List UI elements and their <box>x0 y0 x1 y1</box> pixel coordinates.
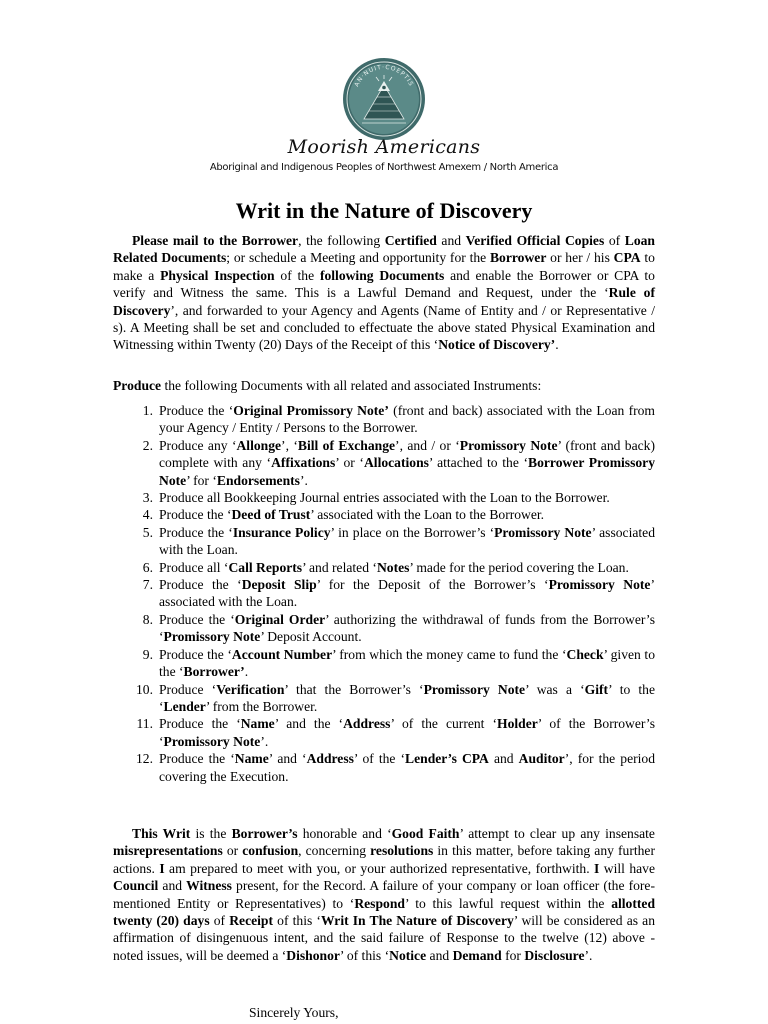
bold-text: I <box>159 860 165 876</box>
bold-text: Borrower <box>489 250 547 266</box>
bold-text: Original Promissory Note’ <box>233 403 389 418</box>
text-run: ’ attached to the ‘ <box>428 455 529 471</box>
text-run: ’ that the Borrower’s ‘ <box>284 681 424 697</box>
org-subtitle: Aboriginal and Indigenous Peoples of Northwest Amexem / North America <box>209 162 559 173</box>
text-run: Produce ‘ <box>159 681 217 697</box>
text-run: of this ‘ <box>273 913 321 929</box>
text-run: of <box>604 233 625 248</box>
bold-text: resolutions <box>370 843 434 859</box>
bold-text: Original Order <box>234 611 326 627</box>
produce-paragraph <box>113 377 655 394</box>
intro-paragraph <box>113 232 655 354</box>
bold-text: Writ In The Nature of Discovery <box>320 913 514 929</box>
text-run: in this matter, before taking any further actions. <box>113 843 655 876</box>
list-item-number: 9. <box>142 646 153 662</box>
list-item-text <box>159 525 655 557</box>
bold-text: following Documents <box>319 267 445 283</box>
list-item-text <box>159 507 544 522</box>
bold-text: Allocations <box>363 455 429 471</box>
list-item-text <box>159 751 655 783</box>
signoff: Sincerely Yours, <box>249 1005 339 1020</box>
bold-text: Notes <box>376 559 410 575</box>
bold-text: Call Reports <box>228 559 303 575</box>
text-run: of the <box>274 267 320 283</box>
text-run: . <box>555 337 559 353</box>
bold-text: Produce <box>113 378 162 393</box>
list-item-text <box>159 577 655 609</box>
list-item-number: 5. <box>142 524 153 540</box>
text-run: Produce any ‘ <box>159 437 237 453</box>
bold-text: Borrower’ <box>183 664 245 680</box>
text-run: (front and back) associated with the Loan from your Agency / Entity / Persons to the Borrower. <box>159 403 655 436</box>
bold-text: Bill of Exchange <box>297 437 396 453</box>
list-item <box>113 681 655 716</box>
bold-text: Verification <box>216 681 285 697</box>
text-run: is the <box>190 826 232 841</box>
bold-text: Promissory Note <box>548 577 651 593</box>
document-request-list <box>113 402 655 785</box>
bold-text: Please mail to the Borrower <box>132 233 299 248</box>
text-run: , the following <box>298 233 385 248</box>
list-item-text <box>159 716 655 748</box>
list-item-text <box>159 560 629 575</box>
bold-text: Rule of Discovery <box>113 285 655 318</box>
text-run: Produce the ‘ <box>159 611 235 627</box>
list-item-number: 2. <box>142 437 153 453</box>
bold-text: Loan Related Documents <box>113 233 655 266</box>
text-run: ’ made for the period covering the Loan. <box>409 559 629 575</box>
text-run: will have <box>599 860 655 876</box>
text-run: Produce the ‘ <box>159 403 234 418</box>
org-name: Moorish Americans <box>287 136 481 158</box>
bold-text: Check <box>566 646 604 662</box>
bold-text: Address <box>306 751 354 767</box>
text-run: and <box>426 947 453 963</box>
bold-text: Respond <box>354 895 405 911</box>
text-run: Produce the ‘ <box>159 716 241 732</box>
text-run: and <box>488 751 519 767</box>
text-run: ’ and the ‘ <box>274 716 344 732</box>
text-run: ; or schedule a Meeting and opportunity for the <box>226 250 490 266</box>
list-item-text <box>159 403 655 435</box>
text-run: or <box>222 843 243 859</box>
bold-text: CPA <box>613 250 641 266</box>
list-item-number: 3. <box>142 490 153 506</box>
bold-text: Account Number <box>231 646 333 662</box>
text-run: ’ of the current ‘ <box>390 716 498 732</box>
list-item <box>113 437 655 489</box>
bold-text: Borrower’s <box>231 826 298 841</box>
closing-paragraph <box>113 825 655 964</box>
list-item <box>113 576 655 611</box>
text-run: ’, for the period covering the Execution. <box>159 751 655 784</box>
list-item <box>113 524 655 559</box>
text-run: ’ from which the money came to fund the ‘ <box>332 646 567 662</box>
bold-text: Promissory Note <box>423 681 526 697</box>
bold-text: confusion <box>242 843 299 859</box>
list-item <box>113 611 655 646</box>
bold-text: allotted twenty (20) days <box>113 895 655 929</box>
bold-text: Demand <box>452 947 502 963</box>
text-run: Produce the ‘ <box>159 507 232 523</box>
list-item <box>113 715 655 750</box>
list-item-number: 7. <box>142 577 153 593</box>
bold-text: Council <box>113 878 159 894</box>
text-run: ’ of this ‘ <box>339 947 390 963</box>
bold-text: Endorsements <box>216 472 300 488</box>
list-item-number: 11. <box>136 716 153 732</box>
list-item <box>113 559 655 576</box>
bold-text: Insurance Policy <box>232 524 331 540</box>
text-run: ’ or ‘ <box>335 455 364 471</box>
list-item <box>113 506 655 523</box>
list-item-number: 1. <box>142 403 153 418</box>
text-run: ’ given to the ‘ <box>159 646 656 680</box>
list-item <box>113 489 655 506</box>
bold-text: Disclosure <box>524 947 585 963</box>
bold-text: Promissory Note <box>163 733 261 749</box>
text-run: ’ associated with the Loan to the Borrower. <box>310 507 545 523</box>
text-run: or her / his <box>546 250 614 266</box>
text-run: of <box>209 913 230 929</box>
text-run: to make a <box>113 250 655 283</box>
text-run: ’ attempt to clear up any insensate <box>459 826 655 841</box>
text-run: Produce the ‘ <box>159 577 242 593</box>
text-run: ’ from the Borrower. <box>205 698 318 714</box>
text-run: for <box>501 947 525 963</box>
list-item <box>113 646 655 681</box>
bold-text: Verified Official Copies <box>465 233 605 248</box>
text-run: ’ was a ‘ <box>525 681 585 697</box>
list-item-number: 10. <box>136 681 153 697</box>
bold-text: Lender’s CPA <box>405 751 489 767</box>
list-item-text <box>159 647 655 679</box>
text-run: ’ to this lawful request within the <box>404 895 612 911</box>
text-run: ’ for the Deposit of the Borrower’s ‘ <box>316 577 549 593</box>
text-run: ’ and related ‘ <box>302 559 377 575</box>
list-item-text <box>159 682 655 714</box>
list-item-number: 4. <box>142 507 153 523</box>
text-run: ’, and forwarded to your Agency and Agents (Name of Entity and / or Representative / s). A Meeting shall be set and concluded to effectuate the above stated Physical Examination and Witnessing within Twenty (20) Days of the Receipt of this ‘ <box>113 302 655 353</box>
text-run: ’ will be considered as an affirmation of disingenuous intent, and the said failure of Response to the twelve (12) above - noted issues, will be deemed a ‘ <box>113 913 656 963</box>
text-run: ’ in place on the Borrower’s ‘ <box>330 524 495 540</box>
bold-text: Borrower Promissory Note <box>159 455 655 488</box>
text-run: honorable and ‘ <box>297 826 392 841</box>
list-item <box>113 402 655 437</box>
text-run: . <box>244 664 249 680</box>
document-title: Writ in the Nature of Discovery <box>235 198 533 223</box>
bold-text: Address <box>343 716 391 732</box>
text-run: Produce all Bookkeeping Journal entries associated with the Loan to the Borrower. <box>159 490 610 506</box>
bold-text: Auditor <box>518 751 565 767</box>
text-run: Produce all ‘ <box>159 559 229 575</box>
text-run: ’ (front and back) complete with any ‘ <box>159 437 655 471</box>
text-run: and <box>436 233 466 248</box>
text-run: ’, and / or ‘ <box>395 437 460 453</box>
text-run: ’ authorizing the withdrawal of funds from the Borrower’s ‘ <box>159 611 655 645</box>
text-run: ’ associated with the Loan. <box>159 524 656 558</box>
text-run: Produce the ‘ <box>159 646 232 662</box>
text-run: present, for the Record. A failure of your company or loan officer (the fore-mentioned Entity or Representatives) to ‘ <box>113 878 655 911</box>
bold-text: Good Faith <box>391 826 460 841</box>
list-item-text <box>159 612 655 644</box>
bold-text: Physical Inspection <box>160 267 275 283</box>
bold-text: Notice <box>389 947 427 963</box>
list-item-number: 8. <box>142 611 153 627</box>
bold-text: Certified <box>384 233 437 248</box>
bold-text: Notice of Discovery’ <box>438 337 556 353</box>
text-run: , concerning <box>298 843 371 859</box>
seal-motto: AN·NUIT·COEPTIS <box>353 63 415 88</box>
text-run: Produce the ‘ <box>159 751 235 767</box>
text-run: ’ to the ‘ <box>159 681 655 714</box>
bold-text: I <box>594 860 600 876</box>
bold-text: This Writ <box>132 826 191 841</box>
list-item-text <box>159 490 610 505</box>
bold-text: Allonge <box>236 437 282 453</box>
text-run: ’, ‘ <box>281 437 298 453</box>
text-run: ’. <box>260 733 269 749</box>
bold-text: Promissory Note <box>494 524 592 540</box>
text-run: ’ of the Borrower’s ‘ <box>159 716 655 749</box>
text-run: ’ associated with the Loan. <box>159 577 655 610</box>
text-run: and <box>158 878 187 894</box>
great-seal-pyramid-icon <box>342 57 426 141</box>
list-item <box>113 750 655 785</box>
bold-text: Deposit Slip <box>241 577 317 593</box>
bold-text: Name <box>240 716 275 732</box>
bold-text: Dishonor <box>286 947 340 963</box>
bold-text: Gift <box>584 681 609 697</box>
bold-text: Name <box>234 751 269 767</box>
bold-text: Affixations <box>271 455 336 471</box>
text-run: the following Documents with all related and associated Instruments: <box>161 378 542 393</box>
text-run: am prepared to meet with you, or your authorized representative, forthwith. <box>164 860 595 876</box>
bold-text: Deed of Trust <box>231 507 311 523</box>
text-run: ’ for ‘ <box>186 472 217 488</box>
text-run: ’. <box>584 947 593 963</box>
bold-text: Lender <box>163 698 206 714</box>
list-item-number: 12. <box>136 751 153 767</box>
bold-text: Holder <box>497 716 538 732</box>
bold-text: Receipt <box>229 913 274 929</box>
bold-text: Promissory Note <box>459 437 558 453</box>
text-run: ’ and ‘ <box>268 751 307 767</box>
text-run: and enable the Borrower or CPA to verify and Witness the same. This is a Lawful Demand and Request, under the ‘ <box>113 267 655 301</box>
text-run: Produce the ‘ <box>159 524 233 540</box>
bold-text: misrepresentations <box>113 843 223 859</box>
bold-text: Witness <box>186 878 232 894</box>
text-run: ’ Deposit Account. <box>260 629 362 645</box>
text-run: ’. <box>299 472 308 488</box>
list-item-number: 6. <box>142 559 153 575</box>
text-run: ’ of the ‘ <box>353 751 406 767</box>
list-item-text <box>159 438 655 488</box>
bold-text: Promissory Note <box>163 629 261 645</box>
